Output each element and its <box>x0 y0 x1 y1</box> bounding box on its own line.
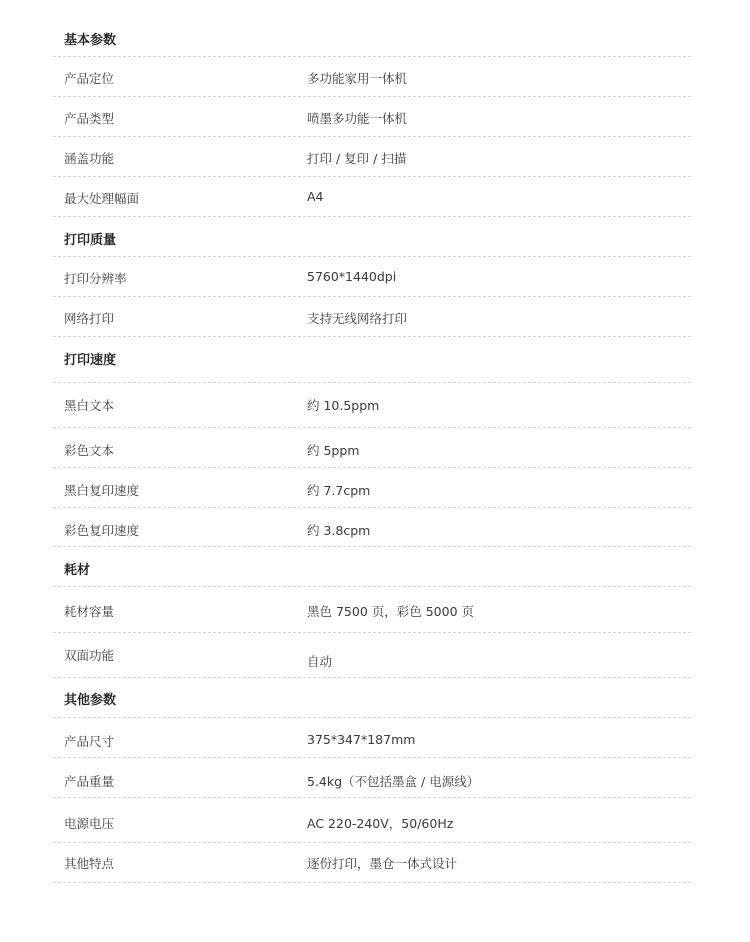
spec-row-mono-text <box>53 383 691 428</box>
spec-value: 约 5ppm <box>307 443 360 458</box>
section-header-print-speed <box>53 337 691 383</box>
spec-row-type <box>53 97 691 137</box>
spec-label: 其他特点 <box>64 856 115 871</box>
spec-row-resolution <box>53 257 691 297</box>
spec-value: 支持无线网络打印 <box>307 311 408 326</box>
spec-row-color-text <box>53 428 691 468</box>
spec-row-color-copy <box>53 508 691 547</box>
spec-row-voltage <box>53 798 691 843</box>
spec-value: A4 <box>307 189 324 204</box>
section-title: 耗材 <box>64 563 91 578</box>
spec-row-network-print <box>53 297 691 337</box>
spec-label: 耗材容量 <box>64 604 115 619</box>
spec-row-mono-copy <box>53 468 691 508</box>
spec-value: 逐份打印，墨仓一体式设计 <box>307 856 458 871</box>
spec-label: 网络打印 <box>64 311 115 326</box>
spec-label: 双面功能 <box>64 648 115 663</box>
spec-label: 产品重量 <box>64 774 115 789</box>
spec-label: 产品定位 <box>64 71 115 86</box>
section-header-basic <box>53 17 691 57</box>
spec-value: 黑色 7500 页，彩色 5000 页 <box>307 604 475 619</box>
spec-label: 彩色复印速度 <box>64 523 140 538</box>
spec-label: 黑白文本 <box>64 398 115 413</box>
spec-row-features <box>53 843 691 883</box>
spec-label: 打印分辨率 <box>64 271 127 286</box>
spec-label: 最大处理幅面 <box>64 191 140 206</box>
section-title: 打印质量 <box>64 233 117 248</box>
spec-row-positioning <box>53 57 691 97</box>
spec-label: 电源电压 <box>64 816 115 831</box>
spec-row-functions <box>53 137 691 177</box>
spec-value: 约 7.7cpm <box>307 483 371 498</box>
section-title: 基本参数 <box>64 33 117 48</box>
spec-row-max-size <box>53 177 691 217</box>
spec-value: 约 3.8cpm <box>307 523 371 538</box>
spec-value: 喷墨多功能一体机 <box>307 111 408 126</box>
section-title: 其他参数 <box>64 693 117 708</box>
spec-row-capacity <box>53 587 691 633</box>
spec-value: 5.4kg（不包括墨盒 / 电源线） <box>307 774 480 789</box>
spec-label: 产品类型 <box>64 111 115 126</box>
spec-table <box>53 17 691 883</box>
section-header-other <box>53 678 691 718</box>
spec-label: 产品尺寸 <box>64 734 115 749</box>
section-header-consumables <box>53 547 691 587</box>
spec-row-duplex <box>53 633 691 678</box>
spec-value: 5760*1440dpi <box>307 269 397 284</box>
spec-value: 375*347*187mm <box>307 732 416 747</box>
spec-value: 多功能家用一体机 <box>307 71 408 86</box>
section-title: 打印速度 <box>64 353 117 368</box>
spec-value: 打印 / 复印 / 扫描 <box>307 151 407 166</box>
spec-label: 黑白复印速度 <box>64 483 140 498</box>
spec-value: 约 10.5ppm <box>307 398 380 413</box>
spec-row-weight <box>53 758 691 798</box>
spec-label: 涵盖功能 <box>64 151 115 166</box>
section-header-print-quality <box>53 217 691 257</box>
spec-value: AC 220-240V，50/60Hz <box>307 816 454 831</box>
spec-label: 彩色文本 <box>64 443 115 458</box>
spec-value: 自动 <box>307 654 333 669</box>
spec-row-dimensions <box>53 718 691 758</box>
